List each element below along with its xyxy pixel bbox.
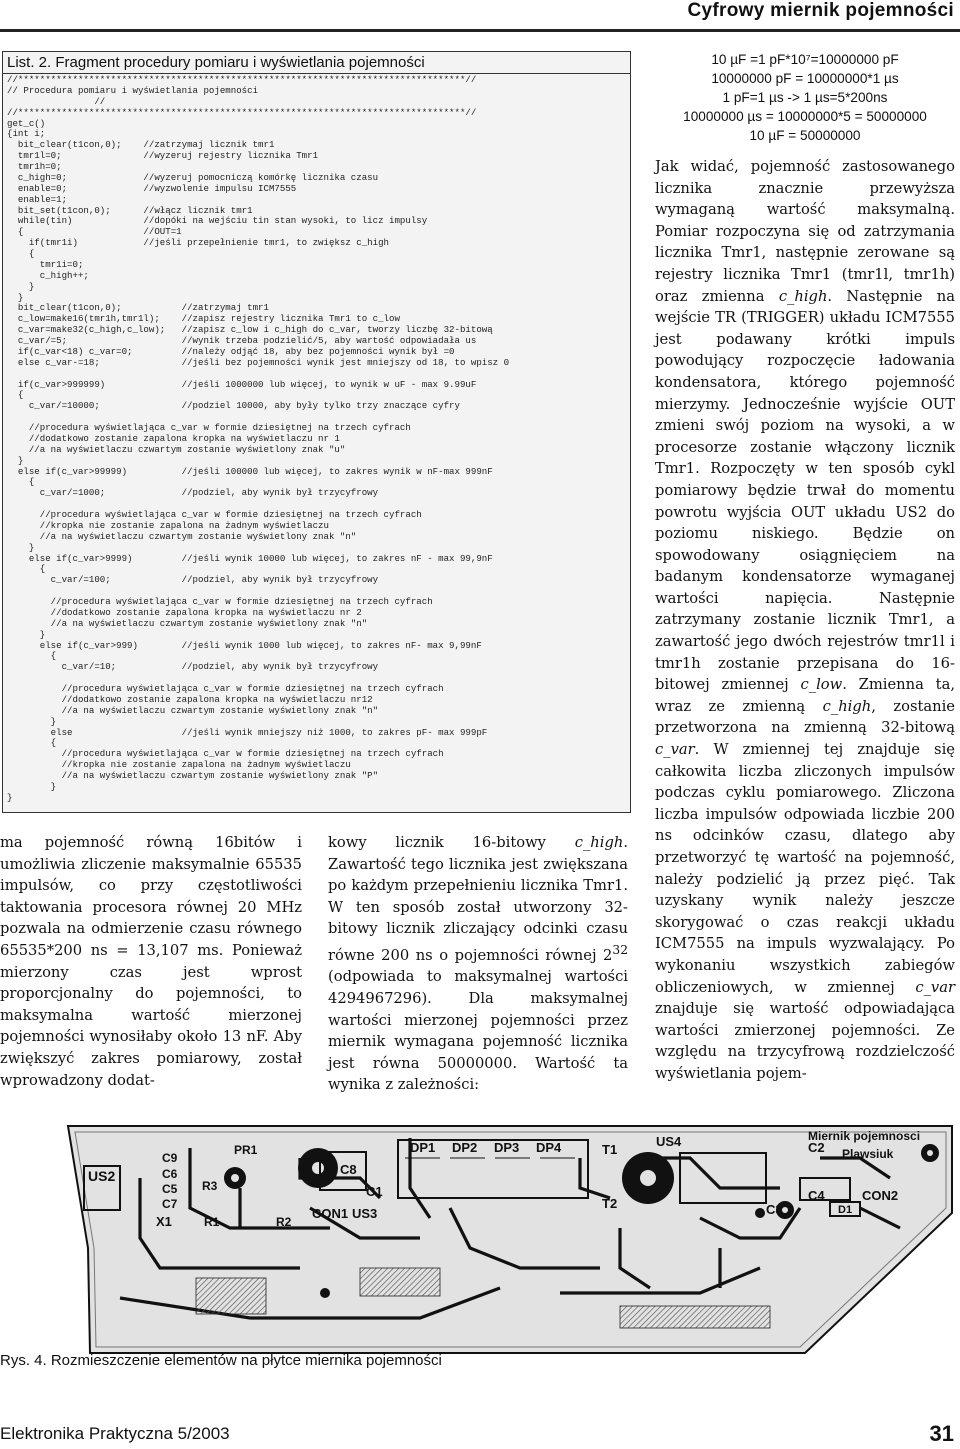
- pcb-label: C8: [340, 1162, 357, 1177]
- pcb-label: PR1: [234, 1143, 258, 1157]
- pcb-label: D1: [838, 1204, 853, 1216]
- page-header: [0, 0, 960, 40]
- pcb-author-label: Plawsiuk: [842, 1147, 894, 1161]
- pcb-label: DP2: [452, 1140, 478, 1155]
- running-title: Cyfrowy miernik pojemności: [687, 0, 954, 21]
- pcb-label: DP1: [410, 1140, 436, 1155]
- pcb-layout-figure: [0, 1118, 960, 1358]
- pcb-label: T2: [602, 1196, 618, 1211]
- pcb-label: C9: [162, 1151, 178, 1165]
- formula-line: 10 µF =1 pF*10⁷=10000000 pF: [711, 52, 899, 67]
- pcb-label: DP3: [494, 1140, 520, 1155]
- pcb-label: C4: [808, 1188, 825, 1203]
- code-listing: //**********************************************************************************// // Procedura pomiaru i wyświetlania pojemności // //**********************************************************************************// get_c() {int i; bit_clear(t1con,0); //zatrzymaj licznik tmr1 tmr1l=0; //wyzeruj rejestry licznika Tmr1 tmr1h=0; c_high=0; //wyzeruj pomocniczą komórkę licznika czasu enable=0; //wyzwolenie impulsu ICM7555 enable=1; bit_set(t1con,0); //włącz licznik tmr1 while(tin) //dopóki na wejściu tin stan wysoki, to licz impulsy { //OUT=1 if(tmr1i) //jeśli przepełnienie tmr1, to zwiększ c_high { tmr1i=0; c_high++; } } bit_clear(t1con,0); //zatrzymaj tmr1 c_low=make16(tmr1h,tmr1l); //zapisz rejestry licznika Tmr1 to c_low c_var=make32(c_high,c_low); //zapisz c_low i c_high do c_var, tworzy liczbę 32-bitową c_var/=5; //wynik trzeba podzielić/5, aby wartość odpowiadała us if(c_var<18) c_var=0; //należy odjąć 18, aby bez pojemności wynik był =0 else c_var-=18; //jeśli bez pojemności wynik jest mniejszy od 18, to wpisz 0 if(c_var>999999) //jeśli 1000000 lub więcej, to wynik w uF - max 9.99uF { c_var/=10000; //podziel 10000, aby były tylko trzy znaczące cyfry //procedura wyświetlająca c_var w formie dziesiętnej na trzech cyfrach //dodatkowo zostanie zapalona kropka na wyświetlaczu nr 1 //a na wyświetlaczu czwartym zostanie wyświetlony znak "u" } else if(c_var>99999) //jeśli 100000 lub więcej, to zakres wynik w nF-max 999nF { c_var/=1000; //podziel, aby wynik był trzycyfrowy //procedura wyświetlająca c_var w formie dziesiętnej na trzech cyfrach //kropka nie zostanie zapalona na żadnym wyświetlaczu //a na wyświetlaczu czwartym zostanie wyświetlony znak "n" } else if(c_var>9999) //jeśli wynik 10000 lub więcej, to zakres nF - max 99,9nF { c_var/=100; //podziel, aby wynik był trzycyfrowy //procedura wyświetlająca c_var w formie dziesiętnej na trzech cyfrach //dodatkowo zostanie zapalona kropka na wyświetlaczu nr 2 //a na wyświetlaczu czwartym zostanie wyświetlony znak "n" } else if(c_var>999) //jeśli wynik 1000 lub więcej, to zakres nF- max 9,99nF { c_var/=10; //podziel, aby wynik był trzycyfrowy //procedura wyświetlająca c_var w formie dziesiętnej na trzech cyfrach //dodatkowo zostanie zapalona kropka na wyświetlaczu nr12 //a na wyświetlaczu czwartym zostanie wyświetlony znak "n" } else //jeśli wynik mniejszy niż 1000, to zakres pF- max 999pF { //procedura wyświetlająca c_var w formie dziesiętnej na trzech cyfrach //kropka nie zostanie zapalona na żadnym wyświetlaczu //a na wyświetlaczu czwartym zostanie wyświetlony znak "P" } }: [7, 74, 510, 803]
- listing-caption: List. 2. Fragment procedury pomiaru i wyświetlania pojemności: [7, 54, 425, 71]
- pcb-label: C1: [366, 1184, 383, 1199]
- pcb-label: T1: [602, 1142, 618, 1157]
- pcb-label: US3: [352, 1206, 378, 1221]
- pcb-label: C3: [766, 1202, 783, 1217]
- formula-line: 1 pF=1 µs -> 1 µs=5*200ns: [722, 90, 888, 105]
- pcb-label: R2: [276, 1215, 292, 1229]
- code-listing-box: [2, 51, 631, 813]
- pcb-label: DP4: [536, 1140, 562, 1155]
- body-text-column-1: ma pojemność równą 16bitów i umożliwia zliczenie maksymalnie 65535 impulsów, co przy częstotliwości taktowania procesora równej 20 MHz pozwala na odmierzenie czasu równego 65535*200 ns = 13,107 ms. Ponieważ mierzony czas jest wprost proporcjonalny do pojemności, to maksymalna wartość mierzonej pojemności wynosiłaby około 13 nF. Aby zwiększyć zakres pomiarowy, został wprowadzony dodat-: [0, 834, 302, 1089]
- page-number: 31: [929, 1421, 954, 1446]
- pcb-label: CON1: [312, 1206, 349, 1221]
- body-text-column-3: Jak widać, pojemność zastosowanego licznika znacznie przewyższa wymaganą wartość maksymalną. Pomiar rozpoczyna się od zatrzymania licznika Tmr1, następnie zerowane są rejestry licznika Tmr1 (tmr1l, tmr1h) oraz zmienna c_high. Następnie na wejście TR (TRIGGER) układu ICM7555 jest podawany krótki impuls powodujący rozpoczęcie ładowania kondensatora, którego pojemność mierzymy. Jednocześnie wyjście OUT zmieni swój poziom na wysoki, a w procesorze zostanie włączony licznik Tmr1. Rozpoczęty w ten sposób cykl pomiarowy będzie trwał do momentu powrotu wyjścia OUT układu US2 do poziomu niskiego. Będzie on spowodowany osiągnięciem na badanym kondensatorze wymaganej wartości napięcia. Następnie zatrzymany zostanie licznik Tmr1, a zawartość jego dwóch rejestrów tmr1l i tmr1h zostanie przepisana do 16-bitowej zmiennej c_low. Zmienna ta, wraz ze zmienną c_high, zostanie przetworzona na zmienną 32-bitową c_var. W zmiennej tej znajduje się całkowita liczba zliczonych impulsów podczas cyklu pomiarowego. Zliczona liczba impulsów odpowiada liczbie 200 ns odcinków czasu, dlatego aby przetworzyć tę wartość na pojemność, należy podzielić ją przez pięć. Tak uzyskany wynik należy jeszcze skorygować o czas reakcji układu ICM7555 na impuls wyzwalający. Po wykonaniu wszystkich zabiegów obliczeniowych, w zmiennej c_var znajduje się wartość odpowiadająca wartości zmierzonej pojemności. Ze względu na trzycyfrową rozdzielczość wyświetlania pojem-: [655, 158, 955, 1082]
- pcb-label: C5: [162, 1182, 178, 1196]
- footer-journal: Elektronika Praktyczna 5/2003: [0, 1424, 230, 1443]
- pcb-label: C6: [162, 1167, 178, 1181]
- header-rule: [0, 29, 960, 32]
- figure-caption: Rys. 4. Rozmieszczenie elementów na płytce miernika pojemności: [0, 1352, 442, 1369]
- formula-line: 10 µF = 50000000: [749, 128, 861, 143]
- pcb-label: C7: [162, 1197, 178, 1211]
- pcb-label: X1: [156, 1214, 172, 1229]
- pcb-label: CON2: [862, 1188, 899, 1203]
- pcb-label: R1: [204, 1215, 220, 1229]
- formula-block: [655, 50, 955, 145]
- pcb-label: R3: [202, 1179, 218, 1193]
- formula-line: 10000000 pF = 10000000*1 µs: [711, 71, 899, 86]
- pcb-label: US2: [88, 1168, 116, 1184]
- pcb-label: US4: [656, 1134, 682, 1149]
- pcb-title-label: Miernik pojemnosci: [808, 1129, 921, 1143]
- body-text-column-2: kowy licznik 16-bitowy c_high. Zawartość tego licznika jest zwiększana po każdym przepełnieniu licznika Tmr1. W ten sposób został utworzony 32-bitowy licznik zliczający odcinki czasu równe 200 ns o pojemności równej $2^{32}$ (odpowiada to maksymalnej wartości 4294967296). Dla maksymalnej wartości mierzonej pojemności przez miernik wymagana pojemność licznika jest równa 50000000. Wartość ta wynika z zależności:: [328, 834, 628, 1094]
- formula-line: 10000000 µs = 10000000*5 = 50000000: [683, 109, 927, 124]
- pcb-label: C2: [808, 1140, 825, 1155]
